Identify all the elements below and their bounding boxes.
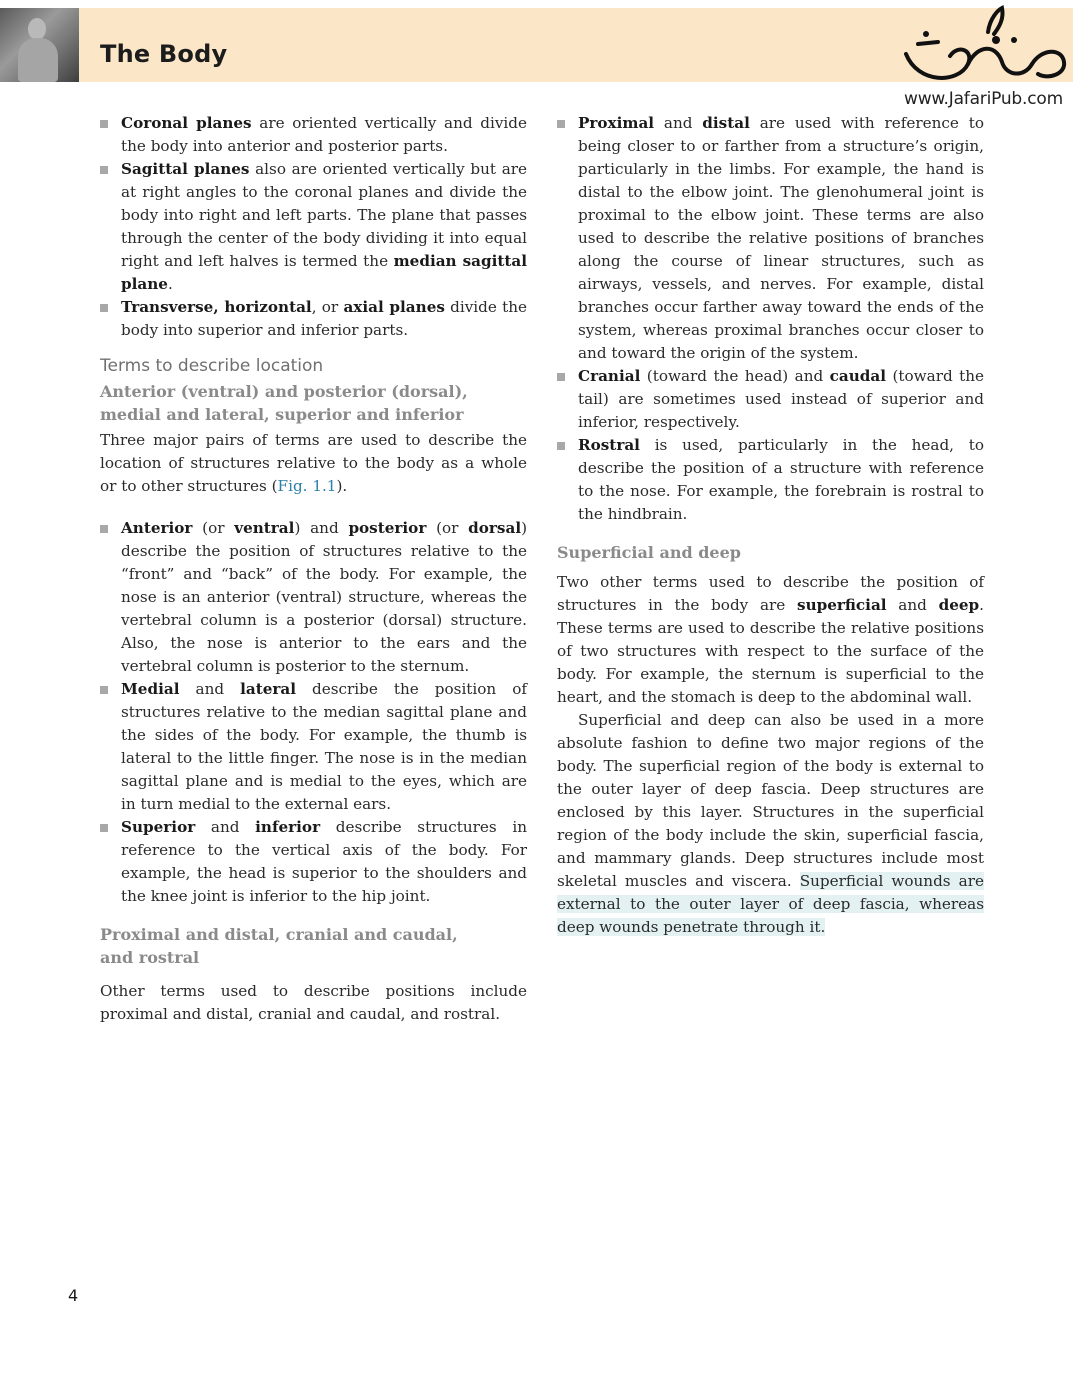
direction-terms-list — [557, 112, 984, 526]
paragraph: Superficial and deep can also be used in a more absolute fashion to define two major regions of the body. The superficial region of the body is external to the outer layer of deep fascia. Deep structures are enclosed by this layer. Structures in the superficial region of the body include the skin, superficial fascia, and mammary glands. Deep structures include most skeletal muscles and viscera. Superficial wounds are external to the outer layer of deep fascia, whereas deep wounds penetrate through it. — [557, 711, 984, 936]
section-heading: Terms to describe location — [100, 356, 324, 376]
page-number: 4 — [68, 1286, 79, 1305]
publisher-url: www.JafariPub.com — [904, 89, 1063, 109]
chapter-thumbnail-image — [0, 8, 79, 82]
planes-list — [100, 112, 527, 342]
list-item: Cranial (toward the head) and caudal (toward the tail) are sometimes used instead of superior and inferior, respectively. — [557, 365, 984, 434]
location-terms-list — [100, 517, 527, 908]
list-item: Anterior (or ventral) and posterior (or dorsal) describe the position of structures relative to the “front” and “back” of the body. For example, the nose is an anterior (ventral) structure, whereas the vertebral column is a posterior (dorsal) structure. Also, the nose is anterior to the ears and the vertebral column is posterior to the sternum. — [100, 517, 527, 678]
subsection-heading: Proximal and distal, cranial and caudal, and rostral — [100, 925, 458, 967]
highlighted-text: Superficial wounds are external to the outer layer of deep fascia, whereas deep wounds penetrate through it. — [557, 872, 984, 936]
list-item: Transverse, horizontal, or axial planes divide the body into superior and inferior parts. — [100, 296, 527, 342]
left-column — [100, 112, 527, 1026]
paragraph: Two other terms used to describe the position of structures in the body are superficial and deep. These terms are used to describe the relative positions of two structures with respect to the surface of the body. For example, the sternum is superficial to the heart, and the stomach is deep to the abdominal wall. — [557, 573, 984, 706]
list-item: Coronal planes are oriented vertically and divide the body into anterior and posterior parts. — [100, 112, 527, 158]
subsection-heading: Superficial and deep — [557, 543, 741, 562]
list-item: Superior and inferior describe structures in reference to the vertical axis of the body. For example, the head is superior to the shoulders and the knee joint is inferior to the hip joint. — [100, 816, 527, 908]
list-item: Sagittal planes also are oriented vertically but are at right angles to the coronal planes and divide the body into right and left parts. The plane that passes through the center of the body dividing it into equal right and left halves is termed the median sagittal plane. — [100, 158, 527, 296]
list-item: Rostral is used, particularly in the head, to describe the position of a structure with reference to the nose. For example, the forebrain is rostral to the hindbrain. — [557, 434, 984, 526]
paragraph: Other terms used to describe positions include proximal and distal, cranial and caudal, and rostral. — [100, 982, 527, 1023]
publisher-logo — [898, 4, 1070, 90]
chapter-title: The Body — [100, 40, 228, 68]
figure-link[interactable]: Fig. 1.1 — [277, 477, 337, 495]
subsection-heading: Anterior (ventral) and posterior (dorsal), medial and lateral, superior and inferior — [100, 382, 468, 424]
right-column — [557, 112, 984, 939]
list-item: Proximal and distal are used with reference to being closer to or farther from a structure’s origin, particularly in the limbs. For example, the hand is distal to the elbow joint. The glenohumeral joint is proximal to the elbow joint. These terms are also used to describe the relative positions of branches along the course of linear structures, such as airways, vessels, and nerves. For example, distal branches occur farther away toward the ends of the system, whereas proximal branches occur closer to and toward the origin of the system. — [557, 112, 984, 365]
paragraph: Three major pairs of terms are used to describe the location of structures relative to the body as a whole or to other structures (Fig. 1.1). — [100, 431, 527, 495]
list-item: Medial and lateral describe the position of structures relative to the median sagittal plane and the sides of the body. For example, the thumb is lateral to the little finger. The nose is in the median sagittal plane and is medial to the eyes, which are in turn medial to the external ears. — [100, 678, 527, 816]
